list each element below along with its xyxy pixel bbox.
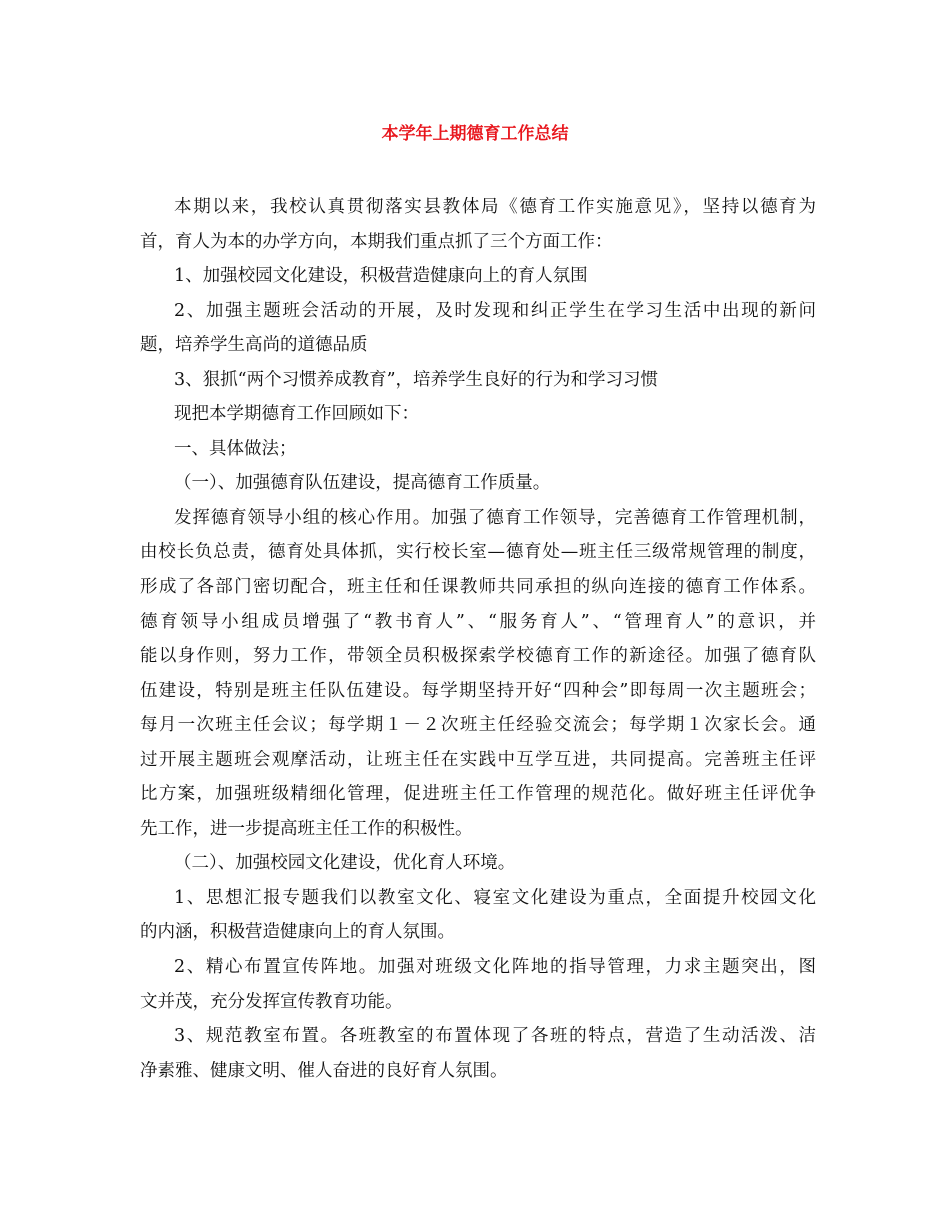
paragraph-line: 每月一次班主任会议；每学期１－２次班主任经验交流会；每学期１次家长会。通 <box>140 715 816 736</box>
paragraph-line: 2、精心布置宣传阵地。加强对班级文化阵地的指导管理，力求主题突出，图 <box>174 957 816 978</box>
paragraph-line: 净素雅、健康文明、催人奋进的良好育人氛围。 <box>140 1060 508 1081</box>
paragraph-line: 本期以来，我校认真贯彻落实县教体局《德育工作实施意见》，坚持以德育为 <box>174 197 816 217</box>
paragraph-line: 伍建设，特别是班主任队伍建设。每学期坚持开好“四种会”即每周一次主题班会； <box>140 680 816 701</box>
paragraph-line: 形成了各部门密切配合，班主任和任课教师共同承担的纵向连接的德育工作体系。 <box>140 577 816 598</box>
paragraph-line: 题，培养学生高尚的道德品质 <box>140 335 368 356</box>
paragraph-line: 1、思想汇报专题我们以教室文化、寝室文化建设为重点，全面提升校园文化 <box>174 887 816 908</box>
paragraph-line: 的内涵，积极营造健康向上的育人氛围。 <box>140 922 455 943</box>
paragraph-line: 比方案，加强班级精细化管理，促进班主任工作管理的规范化。做好班主任评优争 <box>140 784 816 805</box>
document-body <box>140 190 816 1088</box>
document-title: 本学年上期德育工作总结 <box>381 124 569 144</box>
paragraph-line: 过开展主题班会观摩活动，让班主任在实践中互学互进，共同提高。完善班主任评 <box>140 749 816 770</box>
paragraph-line: 首，育人为本的办学方向，本期我们重点抓了三个方面工作： <box>140 231 613 252</box>
paragraph-line: 3、狠抓“两个习惯养成教育”，培养学生良好的行为和学习习惯 <box>174 369 659 390</box>
subsection-heading: （二）、加强校园文化建设，优化育人环境。 <box>174 853 516 874</box>
paragraph-line: 文并茂，充分发挥宣传教育功能。 <box>140 991 403 1012</box>
section-heading: 一、具体做法； <box>174 438 297 459</box>
paragraph-line: 先工作，进一步提高班主任工作的积极性。 <box>140 818 473 839</box>
paragraph-line: 能以身作则，努力工作，带领全员积极探索学校德育工作的新途径。加强了德育队 <box>140 646 816 667</box>
paragraph-line: 1、加强校园文化建设，积极营造健康向上的育人氛围 <box>174 266 588 287</box>
paragraph-line: 德育领导小组成员增强了“教书育人”、“服务育人”、“管理育人”的意识，并 <box>140 611 816 632</box>
paragraph-line: 3、规范教室布置。各班教室的布置体现了各班的特点，营造了生动活泼、洁 <box>174 1026 816 1047</box>
subsection-heading: （一）、加强德育队伍建设，提高德育工作质量。 <box>174 473 551 494</box>
paragraph-line: 由校长负总责，德育处具体抓，实行校长室—德育处—班主任三级常规管理的制度， <box>140 542 816 563</box>
paragraph-line: 2、加强主题班会活动的开展，及时发现和纠正学生在学习生活中出现的新问 <box>174 300 816 321</box>
paragraph-line: 现把本学期德育工作回顾如下： <box>174 404 419 425</box>
paragraph-line: 发挥德育领导小组的核心作用。加强了德育工作领导，完善德育工作管理机制， <box>174 507 816 528</box>
